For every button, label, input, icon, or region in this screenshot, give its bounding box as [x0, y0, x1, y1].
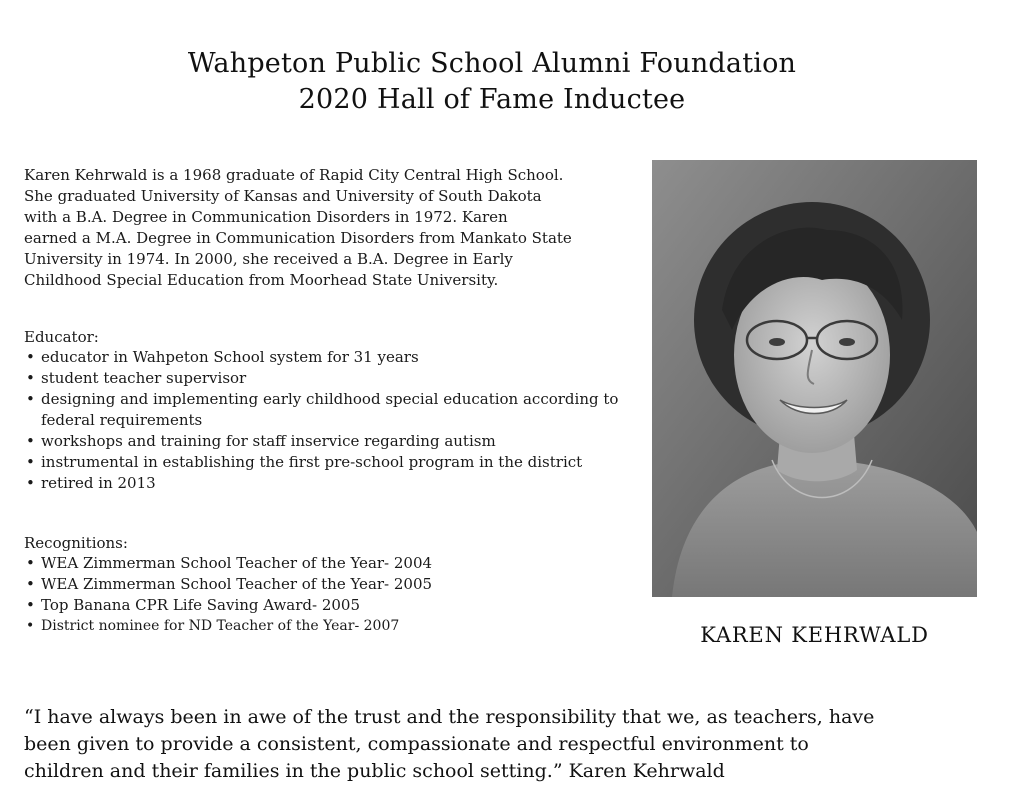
portrait-caption: KAREN KEHRWALD [700, 623, 929, 647]
list-item: • educator in Wahpeton School system for 31 years [24, 347, 624, 368]
recognitions-heading: Recognitions: [24, 534, 128, 552]
list-item: • Top Banana CPR Life Saving Award- 2005 [24, 595, 624, 616]
list-item: • student teacher supervisor [24, 368, 624, 389]
title-line-1: Wahpeton Public School Alumni Foundation [187, 48, 797, 79]
bio-line: with a B.A. Degree in Communication Disorders in 1972. Karen [24, 208, 508, 226]
bio-line: Childhood Special Education from Moorhead State University. [24, 271, 499, 289]
bio-line: earned a M.A. Degree in Communication Disorders from Mankato State [24, 229, 572, 247]
quote-line: been given to provide a consistent, compassionate and respectful environment to [24, 733, 809, 755]
quote-line: “I have always been in awe of the trust and the responsibility that we, as teachers, have [24, 706, 875, 728]
quote-line: children and their families in the public school setting.” Karen Kehrwald [24, 760, 725, 782]
educator-heading: Educator: [24, 328, 99, 346]
recognitions-list [24, 553, 624, 637]
portrait-illustration [652, 160, 977, 597]
list-item: • instrumental in establishing the first pre-school program in the district [24, 452, 624, 473]
list-item: • District nominee for ND Teacher of the Year- 2007 [24, 616, 624, 637]
list-item: • WEA Zimmerman School Teacher of the Year- 2004 [24, 553, 624, 574]
educator-list [24, 347, 624, 494]
bio-line: Karen Kehrwald is a 1968 graduate of Rapid City Central High School. [24, 166, 564, 184]
quote [24, 704, 994, 785]
list-item: • WEA Zimmerman School Teacher of the Year- 2005 [24, 574, 624, 595]
bio-line: University in 1974. In 2000, she received a B.A. Degree in Early [24, 250, 513, 268]
list-item: • designing and implementing early childhood special education according to federal requirements [24, 389, 624, 431]
page-title [0, 46, 984, 118]
list-item: • retired in 2013 [24, 473, 624, 494]
bio-line: She graduated University of Kansas and University of South Dakota [24, 187, 542, 205]
list-item: • workshops and training for staff inservice regarding autism [24, 431, 624, 452]
title-line-2: 2020 Hall of Fame Inductee [298, 84, 686, 115]
biography-paragraph [24, 165, 644, 291]
portrait-photo [652, 160, 977, 597]
